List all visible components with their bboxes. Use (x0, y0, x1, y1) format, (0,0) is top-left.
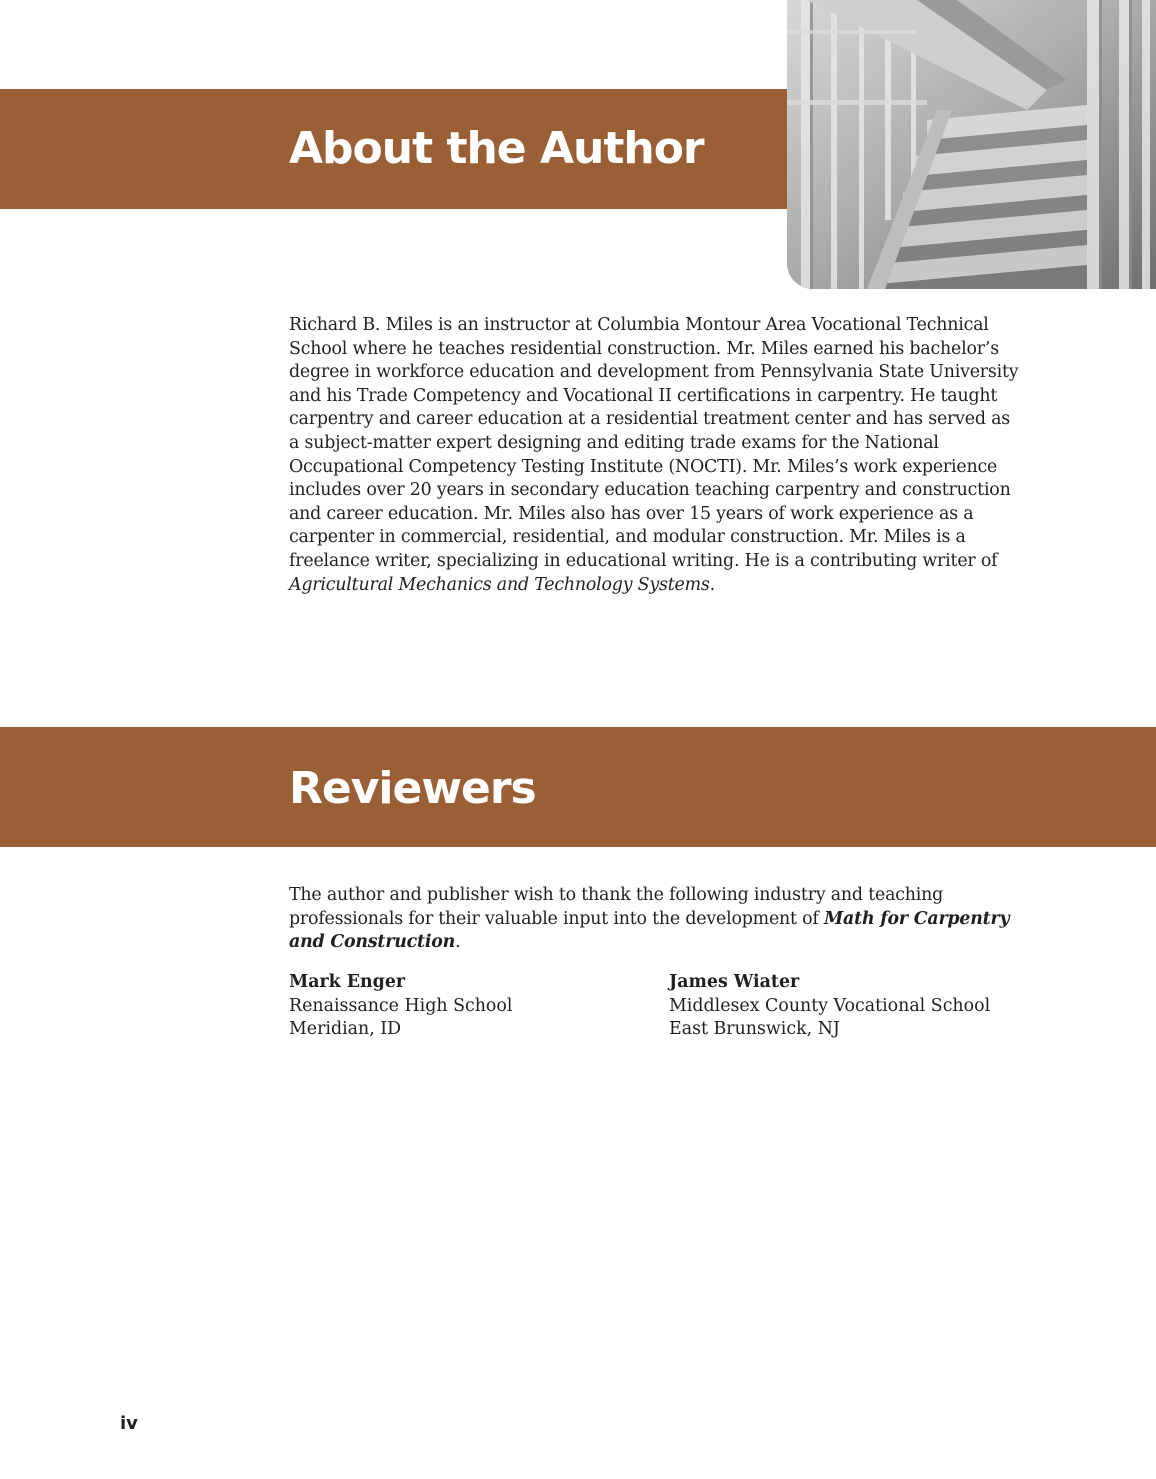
author-book-title: Agricultural Mechanics and Technology Systems (289, 574, 710, 595)
author-bio-text: Richard B. Miles is an instructor at Columbia Montour Area Vocational Technical School where he teaches residential construction. Mr. Miles earned his bachelor’s degree in workforce education and development from Pennsylvania State University and his Trade Competency and Vocational II certifications in carpentry. He taught carpentry and career education at a residential treatment center and has served as a subject-matter expert designing and editing trade exams for the National Occupational Competency Testing Institute (NOCTI). Mr. Miles’s work experience includes over 20 years in secondary education teaching carpentry and construction and career education. Mr. Miles also has over 15 years of work experience as a carpenter in commercial, residential, and modular construction. Mr. Miles is a freelance writer, specializing in educational writing. He is a contributing writer of (289, 315, 1019, 571)
reviewer-card (669, 971, 990, 1042)
about-author-heading: About the Author (289, 123, 704, 174)
reviewer-name: Mark Enger (289, 972, 406, 992)
author-bio-end: . (709, 574, 715, 595)
reviewers-banner (0, 727, 1156, 847)
reviewers-intro (289, 884, 1019, 955)
reviewer-card (289, 971, 512, 1042)
reviewers-heading: Reviewers (289, 763, 536, 814)
staircase-photo (787, 0, 1156, 289)
reviewer-school: Middlesex County Vocational School (669, 995, 991, 1016)
reviewers-intro-text: The author and publisher wish to thank the following industry and teaching professionals for their valuable input into the development of (289, 885, 944, 929)
reviewers-book-title: Math for Carpentry and Construction (289, 908, 1010, 953)
page-number: iv (120, 1413, 138, 1434)
reviewer-school: Renaissance High School (289, 995, 513, 1016)
reviewer-location: East Brunswick, NJ (669, 1019, 840, 1040)
reviewers-intro-end: . (455, 932, 461, 953)
author-bio (289, 314, 1021, 597)
reviewer-location: Meridian, ID (289, 1019, 402, 1040)
reviewer-name: James Wiater (669, 972, 800, 992)
about-author-banner (0, 89, 800, 209)
